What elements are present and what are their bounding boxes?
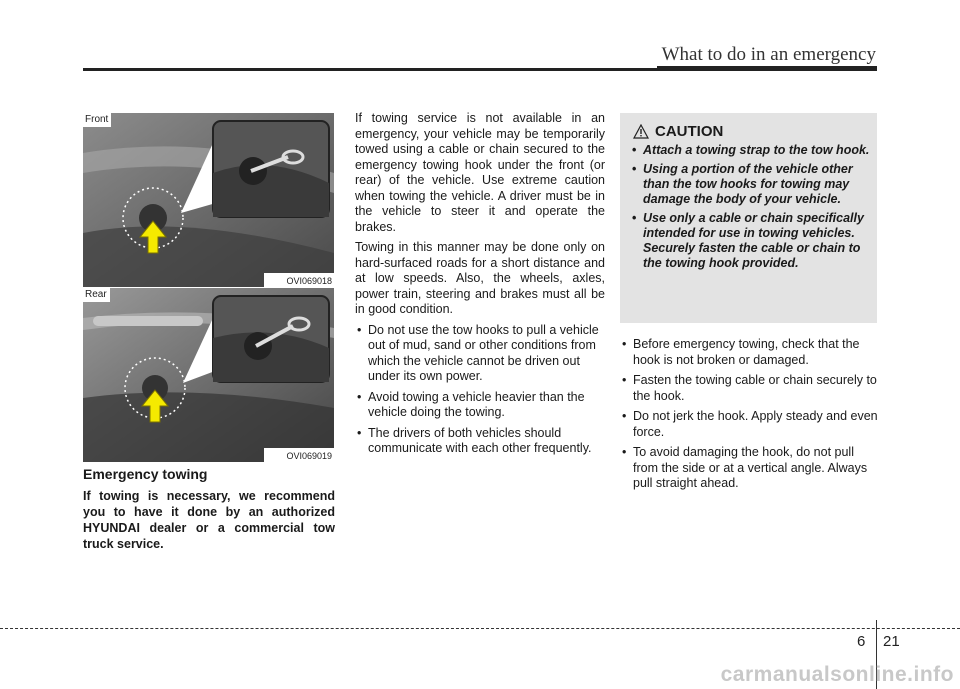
- page-number: 21: [883, 633, 900, 650]
- footer-rule: [0, 628, 960, 629]
- body-paragraph: If towing service is not available in an emergency, your vehicle may be temporarily towed using a cable or chain secured to the emergency towing hook under the front (or rear) of the vehicle. Use extreme caution when towing the vehicle. A driver must be in the vehicle to steer it and operate the brakes.: [355, 111, 605, 234]
- emergency-towing-section: [83, 466, 335, 552]
- body-bullet-list: [355, 323, 605, 457]
- caution-item: • Using a portion of the vehicle other than the tow hooks for towing may damage the body of your vehicle.: [630, 162, 872, 207]
- right-bullet-list: [620, 337, 878, 492]
- front-tow-hook-illustration: [83, 113, 334, 287]
- list-item: • Avoid towing a vehicle heavier than the vehicle doing the towing.: [355, 390, 605, 421]
- list-item: • Fasten the towing cable or chain securely to the hook.: [620, 373, 878, 404]
- figure-code: OVI069019: [286, 451, 332, 461]
- figure-front: [83, 113, 334, 287]
- figure-code: OVI069018: [286, 276, 332, 286]
- watermark: carmanualsonline.info: [720, 663, 954, 686]
- body-column: [355, 111, 605, 462]
- list-item: • Do not jerk the hook. Apply steady and even force.: [620, 409, 878, 440]
- caution-list: [630, 143, 872, 275]
- rear-tow-hook-illustration: [83, 288, 334, 462]
- right-column: [620, 337, 878, 497]
- caution-item: • Use only a cable or chain specifically intended for use in towing vehicles. Securely fasten the cable or chain to the towing hook provided.: [630, 211, 872, 271]
- section-heading: Emergency towing: [83, 466, 208, 482]
- list-item: • To avoid damaging the hook, do not pull from the side or at a vertical angle. Always pull straight ahead.: [620, 445, 878, 492]
- chapter-number: 6: [857, 633, 866, 650]
- header-rule: [83, 68, 877, 71]
- section-intro: If towing is necessary, we recommend you to have it done by an authorized HYUNDAI dealer or a commercial tow truck service.: [83, 489, 335, 551]
- warning-icon: [633, 124, 649, 139]
- section-title: What to do in an emergency: [661, 44, 876, 65]
- figure-rear: [83, 288, 334, 462]
- list-item: • The drivers of both vehicles should communicate with each other frequently.: [355, 426, 605, 457]
- list-item: • Do not use the tow hooks to pull a vehicle out of mud, sand or other conditions from which the vehicle cannot be driven out under its own power.: [355, 323, 605, 385]
- caution-title: CAUTION: [655, 123, 724, 140]
- figure-label: Front: [83, 113, 111, 127]
- body-paragraph: Towing in this manner may be done only on hard-surfaced roads for a short distance and at low speeds. Also, the wheels, axles, power train, steering and brakes must all be in good condition.: [355, 240, 605, 316]
- caution-header: [633, 123, 723, 140]
- caution-item: • Attach a towing strap to the tow hook.: [630, 143, 872, 158]
- list-item: • Before emergency towing, check that the hook is not broken or damaged.: [620, 337, 878, 368]
- figure-label: Rear: [83, 288, 110, 302]
- caution-box: [620, 113, 877, 323]
